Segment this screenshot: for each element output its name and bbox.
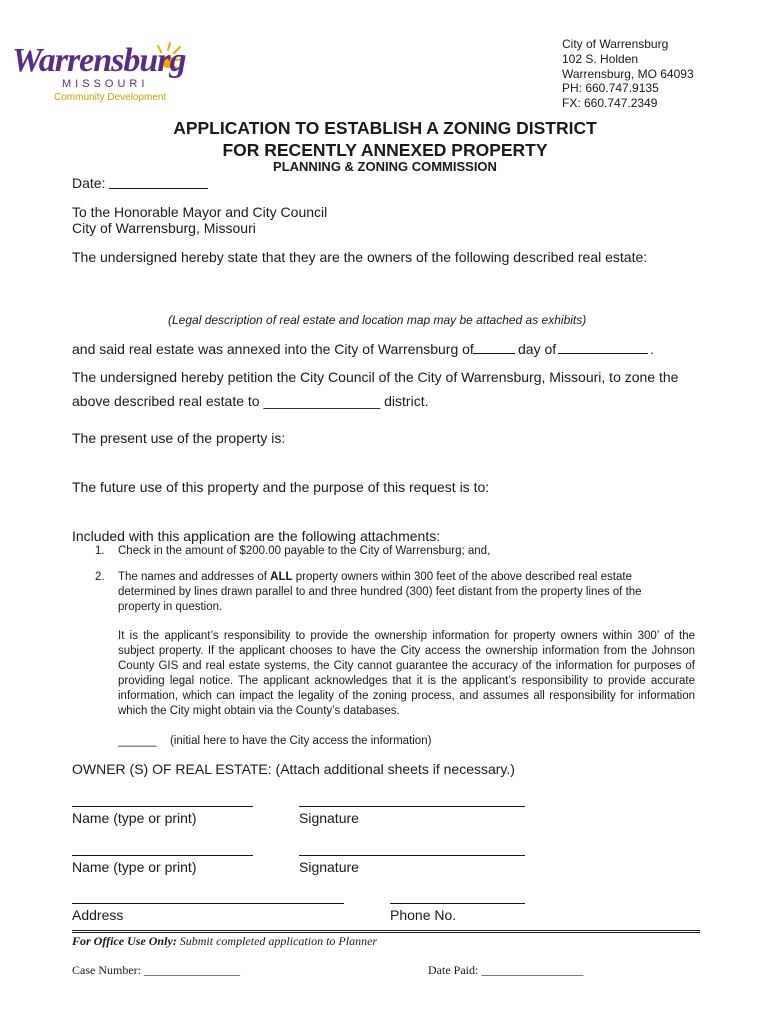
annexed-text: and said real estate was annexed into the City of Warrensburg of (72, 341, 474, 357)
responsibility-paragraph: It is the applicant’s responsibility to provide the ownership information for property owners within 300’ of the subject property. If the applicant chooses to have the City access the ownership information from the Johnson County GIS and real estate systems, the City cannot guarantee the accuracy of the information for purposes of providing legal notice. The applicant acknowledges that it is the applicant’s responsibility to provide accurate information, which can impact the legality of the zoning process, and assumes all responsibility for information which the City might obtain via the County’s databases. (118, 630, 695, 717)
future-use: The future use of this property and the purpose of this request is to: (72, 479, 490, 495)
logo-wordmark: Warrensburg (12, 42, 186, 79)
salutation-line2: City of Warrensburg, Missouri (72, 220, 256, 236)
phone-field[interactable] (390, 903, 525, 904)
petition-line2: above described real estate to _______________ district. (72, 393, 429, 409)
petition-line1: The undersigned hereby petition the City Council of the City of Warrensburg, Missouri, to zone the (72, 369, 679, 385)
name-label-1: Name (type or print) (72, 810, 197, 826)
date-field[interactable] (109, 188, 208, 189)
office-heading (72, 934, 377, 948)
name-field-2[interactable] (72, 855, 253, 856)
annexed-day-field[interactable] (473, 353, 515, 354)
annexed-day-label: day of (518, 341, 557, 357)
address-line3: Warrensburg, MO 64093 (562, 66, 694, 81)
attachment-1-text: Check in the amount of $200.00 payable to the City of Warrensburg; and, (118, 545, 491, 557)
logo-state: MISSOURI (62, 78, 149, 90)
date-paid: Date Paid: _________________ (428, 963, 584, 977)
attachment-2-number: 2. (95, 571, 105, 583)
signature-label-2: Signature (299, 859, 359, 875)
annexed-month-field[interactable] (558, 353, 648, 354)
address-phone: PH: 660.747.9135 (562, 81, 659, 96)
salutation-line1: To the Honorable Mayor and City Council (72, 204, 328, 220)
office-divider (72, 930, 700, 931)
attachment-2-pre: The names and addresses of (118, 571, 267, 583)
attachments-intro: Included with this application are the following attachments: (72, 528, 441, 544)
initial-field[interactable]: ______ (118, 735, 157, 747)
attachment-2-post: property owners within 300 feet of the above described real estate (295, 571, 632, 583)
attachment-1-number: 1. (95, 545, 105, 557)
logo (10, 40, 185, 112)
title-line1: APPLICATION TO ESTABLISH A ZONING DISTRICT (173, 118, 597, 138)
salutation (72, 204, 327, 236)
office-heading-bold: For Office Use Only: (72, 934, 177, 948)
page-subtitle: PLANNING & ZONING COMMISSION (273, 159, 497, 174)
attachment-2-line1 (118, 570, 698, 585)
office-divider-2 (72, 932, 700, 933)
legal-note: (Legal description of real estate and location map may be attached as exhibits) (168, 313, 587, 327)
attachment-2-text (118, 570, 698, 615)
attachment-2-bold: ALL (270, 571, 293, 583)
annexed-period: . (650, 341, 654, 357)
address-label: Address (72, 907, 124, 923)
present-use: The present use of the property is: (72, 430, 286, 446)
address-line2: 102 S. Holden (562, 51, 639, 66)
owners-statement: The undersigned hereby state that they are the owners of the following described real estate: (72, 249, 648, 265)
title-line2: FOR RECENTLY ANNEXED PROPERTY (222, 140, 548, 160)
case-number: Case Number: ________________ (72, 963, 240, 977)
phone-label: Phone No. (390, 907, 457, 923)
attachment-2-line2: determined by lines drawn parallel to and three hundred (300) feet distant from the property lines of the (118, 586, 642, 598)
address-field[interactable] (72, 903, 344, 904)
owners-heading: OWNER (S) OF REAL ESTATE: (Attach additional sheets if necessary.) (72, 761, 515, 777)
signature-field-1[interactable] (299, 806, 525, 807)
office-heading-rest: Submit completed application to Planner (179, 934, 378, 948)
name-label-2: Name (type or print) (72, 859, 197, 875)
attachment-2-line3: property in question. (118, 601, 223, 613)
page-title (0, 117, 770, 161)
address-line1: City of Warrensburg (562, 37, 669, 51)
signature-field-2[interactable] (299, 855, 525, 856)
address-fax: FX: 660.747.2349 (562, 96, 658, 111)
initial-instruction: (initial here to have the City access the information) (170, 735, 432, 747)
name-field-1[interactable] (72, 806, 253, 807)
date-label: Date: (72, 175, 106, 191)
address-block (562, 37, 694, 111)
signature-label-1: Signature (299, 810, 359, 826)
logo-tagline: Community Development (54, 92, 167, 103)
